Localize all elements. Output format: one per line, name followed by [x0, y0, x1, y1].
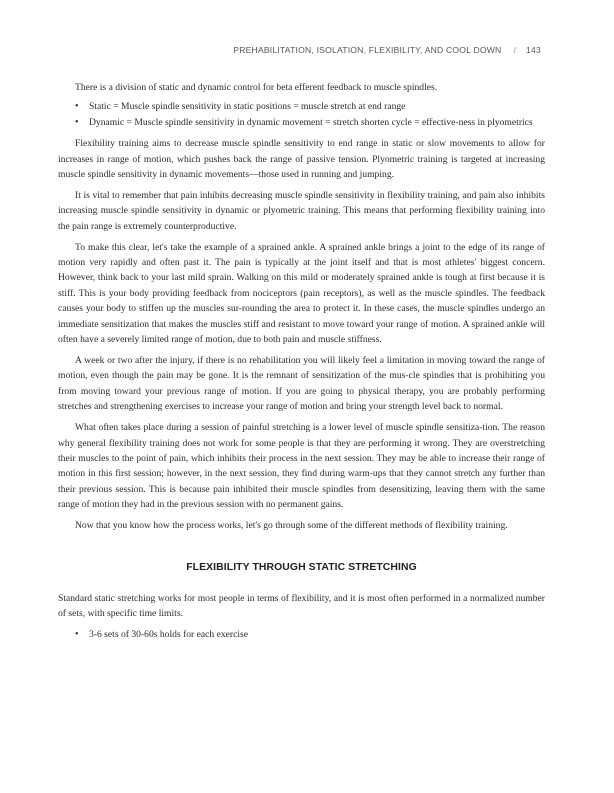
running-head-separator: /	[513, 45, 517, 55]
list-item	[75, 115, 545, 130]
paragraph: What often takes place during a session of painful stretching is a lower level of muscle spindle sensitiza-tion. The reason why general flexibility training does not work for some people is that they are performing it wrong. They are overstretching their muscles to the point of pain, which inhibits their process in the next session. They may be able to increase their range of motion in this first session; however, in the next session, they find during warm-ups that they cannot stretch any further than their previous session. This is because pain inhibited their muscle spindles from desensitizing, leaving them with the same range of motion they had in the previous session with no permanent gains.	[58, 422, 545, 511]
paragraph: To make this clear, let's take the example of a sprained ankle. A sprained ankle brings a joint to the edge of its range of motion very rapidly and often past it. The pain is typically at the joint itself and that is most athletes' biggest concern. However, think back to your last mild sprain. Walking on this mild or moderately sprained ankle is tough at first because it is stiff. This is your body providing feedback from nociceptors (pain receptors), as well as the muscle spindles. The feedback causes your body to stiffen up the muscles sur-rounding the area to protect it. In these cases, the muscle spindles undergo an immediate sensitization that makes the muscles stiff and resistant to move toward your range of motion. A sprained ankle will often have a severely limited range of motion, due to both pain and muscle stiffness.	[58, 241, 545, 346]
section-heading: FLEXIBILITY THROUGH STATIC STRETCHING	[186, 562, 417, 574]
intro-paragraph: There is a division of static and dynamic control for beta efferent feedback to muscle spindles.	[75, 82, 438, 93]
running-head-section: PREHABILITATION, ISOLATION, FLEXIBILITY, AND COOL DOWN	[233, 45, 502, 55]
list-item-text: 3-6 sets of 30-60s holds for each exercise	[89, 629, 249, 641]
page-number: 143	[526, 45, 541, 55]
static-stretching-list	[58, 627, 545, 642]
bullet-icon: •	[75, 101, 79, 113]
bullet-icon: •	[75, 629, 79, 641]
list-item	[75, 627, 545, 642]
body-text	[58, 80, 545, 649]
paragraph: It is vital to remember that pain inhibits decreasing muscle spindle sensitivity in flexibility training, and pain also inhibits increasing muscle spindle sensitivity in dynamic or plyometric training. This means that performing flexibility training into the pain range is extremely counterproductive.	[58, 189, 545, 232]
running-head	[233, 45, 541, 55]
paragraph: Flexibility training aims to decrease muscle spindle sensitivity to end range in static or slow movements to allow for increases in range of motion, which pushes back the range of passive tension. Plyometric training is targeted at increasing muscle spindle sensitivity in dynamic movements—those used in running and jumping.	[58, 138, 545, 181]
list-item-text: Dynamic = Muscle spindle sensitivity in dynamic movement = stretch shorten cycle = effective-ness in plyometrics	[89, 116, 533, 128]
section-paragraph: Standard static stretching works for most people in terms of flexibility, and it is most often performed in a normalized number of sets, with specific time limits.	[58, 592, 545, 620]
paragraph: Now that you know how the process works, let's go through some of the different methods of flexibility training.	[75, 520, 508, 532]
paragraph: A week or two after the injury, if there is no rehabilitation you will likely feel a limitation in moving toward the range of motion, even though the pain may be gone. It is the remnant of sensitization of the mus-cle spindles that is prohibiting you from moving toward your previous range of motion. If you are going to physical therapy, you are probably performing stretches and strengthening exercises to increase your range of motion and bring your strength level back to normal.	[58, 355, 545, 413]
control-types-list	[58, 99, 545, 130]
list-item-text: Static = Muscle spindle sensitivity in static positions = muscle stretch at end range	[89, 101, 406, 113]
bullet-icon: •	[75, 116, 79, 128]
list-item	[75, 99, 545, 114]
